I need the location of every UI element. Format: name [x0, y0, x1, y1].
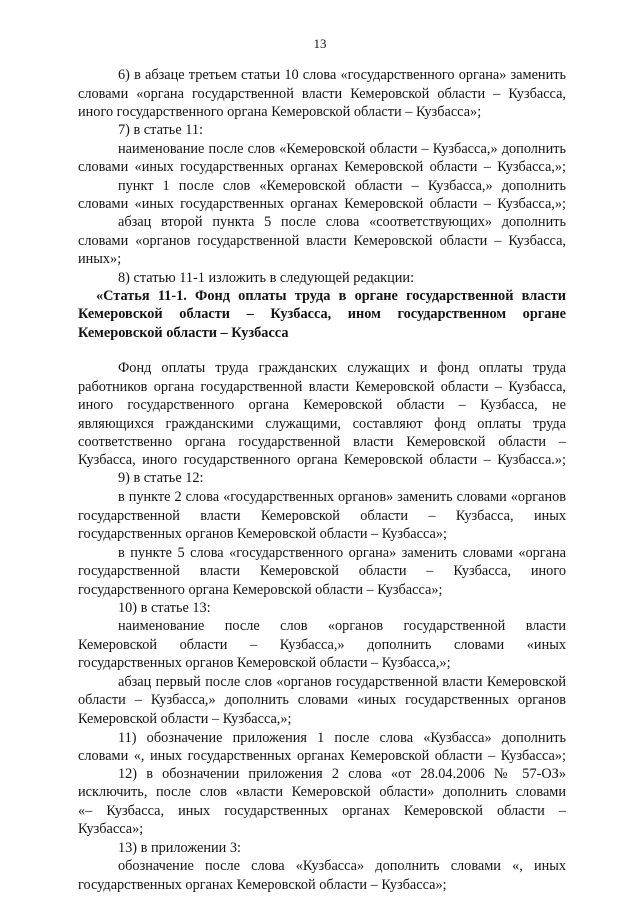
text-line: 8) статью 11-1 изложить в следующей редакции:: [118, 270, 415, 286]
text-line: наименование после слов «Кемеровской области – Кузбасса,» дополнить: [118, 141, 566, 157]
text-line: Кемеровской области – Кузбасса, ином государственном органе: [78, 306, 566, 322]
text-line: государственных органах Кемеровской области – Кузбасса»;: [78, 877, 447, 893]
page-number: 13: [313, 36, 327, 51]
text-line: иного государственного органа Кемеровской области – Кузбасса, не: [78, 397, 566, 413]
text-line: словами «иных государственных органах Кемеровской области – Кузбасса,»;: [78, 159, 566, 175]
text-line: государственной власти Кемеровской области – Кузбасса, иных: [78, 508, 566, 524]
text-line: государственных органов Кемеровской области – Кузбасса,»;: [78, 655, 451, 671]
text-line: 7) в статье 11:: [118, 122, 203, 138]
text-line: в пункте 2 слова «государственных органов» заменить словами «органов: [118, 489, 566, 505]
text-line: иных»;: [78, 251, 122, 267]
text-line: Кемеровской области – Кузбасса,»;: [78, 711, 292, 727]
text-line: работников органа государственной власти Кемеровской области – Кузбасса,: [78, 379, 566, 395]
text-line: исключить, после слов «власти Кемеровской области» дополнить словами: [78, 784, 566, 800]
text-line: государственного органа Кемеровской области – Кузбасса»;: [78, 582, 443, 598]
text-line: абзац первый после слов «органов государственной власти Кемеровской: [118, 674, 566, 690]
text-line: словами «иных государственных органах Кемеровской области – Кузбасса,»;: [78, 196, 566, 212]
text-line: 9) в статье 12:: [118, 470, 204, 486]
text-line: словами «органа государственной власти Кемеровской области – Кузбасса,: [78, 86, 566, 102]
text-line: словами «, иных государственных органах Кемеровской области – Кузбасса»;: [78, 748, 566, 764]
text-line: словами «органов государственной власти Кемеровской области – Кузбасса,: [78, 233, 566, 249]
text-line: абзац второй пункта 5 после слова «соответствующих» дополнить: [118, 214, 566, 230]
text-line: 11) обозначение приложения 1 после слова «Кузбасса» дополнить: [118, 730, 566, 746]
text-line: пункт 1 после слов «Кемеровской области – Кузбасса,» дополнить: [118, 178, 566, 194]
text-line: 10) в статье 13:: [118, 600, 211, 616]
text-line: 12) в обозначении приложения 2 слова «от 28.04.2006 № 57-ОЗ»: [118, 766, 566, 782]
text-line: государственной власти Кемеровской области – Кузбасса, иного: [78, 563, 566, 579]
text-line: области – Кузбасса,» дополнить словами «иных государственных органов: [78, 692, 566, 708]
text-line: наименование после слов «органов государственной власти: [118, 618, 566, 634]
text-line: иного государственного органа Кемеровской области – Кузбасса»;: [78, 104, 482, 120]
text-line: Кемеровской области – Кузбасса: [78, 325, 289, 341]
text-line: Кемеровской области – Кузбасса,» дополнить словами «иных: [78, 637, 566, 653]
text-line: в пункте 5 слова «государственного органа» заменить словами «органа: [118, 545, 566, 561]
text-line: являющихся гражданскими служащими, составляют фонд оплаты труда: [78, 416, 566, 432]
text-line: 13) в приложении 3:: [118, 840, 242, 856]
text-line: Фонд оплаты труда гражданских служащих и фонд оплаты труда: [118, 360, 566, 376]
text-line: Кузбасса»;: [78, 821, 144, 837]
text-line: соответственно органа государственной власти Кемеровской области –: [78, 434, 566, 450]
text-line: государственных органов Кемеровской области – Кузбасса»;: [78, 526, 447, 542]
text-line: 6) в абзаце третьем статьи 10 слова «государственного органа» заменить: [118, 67, 566, 83]
text-line: обозначение после слова «Кузбасса» дополнить словами «, иных: [118, 858, 566, 874]
text-line: «Статья 11-1. Фонд оплаты труда в органе государственной власти: [96, 288, 566, 304]
text-line: Кузбасса, иного государственного органа Кемеровской области – Кузбасса.»;: [78, 452, 566, 468]
text-line: «– Кузбасса, иных государственных органах Кемеровской области –: [78, 803, 566, 819]
